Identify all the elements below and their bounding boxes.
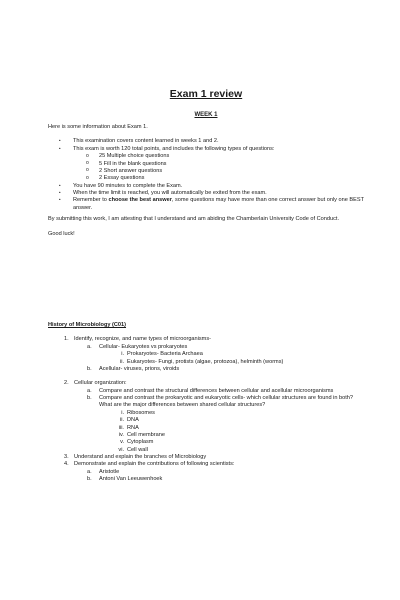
- item-number: 1.: [64, 336, 69, 343]
- sub-list: [74, 388, 364, 454]
- item-text: Ribosomes: [127, 409, 155, 416]
- item-roman: v.: [120, 439, 124, 446]
- item-text: RNA: [127, 424, 139, 431]
- list-item: [113, 439, 364, 446]
- item-letter: a.: [87, 343, 92, 350]
- item-text: Compare and contrast the prokaryotic and eukaryotic cells- which cellular structures are found in both? What are the major differences between shared cellular structures?: [99, 395, 354, 409]
- reminder-pre: Remember to: [73, 197, 109, 204]
- item-text: Identify, recognize, and name types of microorganisms-: [74, 336, 212, 343]
- item-number: 2.: [64, 380, 69, 387]
- item-letter: a.: [87, 468, 92, 475]
- sub-list: [74, 344, 364, 374]
- item-text: Eukaryotes- Fungi, protists (algae, protozoa), helminth (worms): [127, 358, 284, 365]
- reminder-bold: choose the best answer: [108, 197, 172, 204]
- item-letter: b.: [87, 365, 92, 372]
- item-text: Prokaryotes- Bacteria Archaea: [127, 351, 203, 358]
- item-text: Antoni Van Leeuwenhoek: [99, 476, 163, 483]
- list-item: o 5 Fill in the blank questions: [86, 161, 364, 168]
- list-item: [87, 395, 364, 454]
- sub-sub-list: [99, 351, 364, 366]
- list-item: [113, 359, 364, 366]
- item-text: Understand and explain the branches of Microbiology: [74, 454, 207, 460]
- list-item: [48, 146, 364, 183]
- intro-text: Here is some information about Exam 1.: [48, 124, 148, 130]
- item-text: Cellular- Eukaryotes vs prokaryotes: [99, 343, 188, 350]
- list-item: [113, 425, 364, 432]
- info-bullet-list: [48, 138, 364, 212]
- section-heading: History of Microbiology (C01): [48, 322, 127, 328]
- list-item: [113, 447, 364, 454]
- item-roman: iii.: [118, 424, 124, 431]
- sub-sub-list: [99, 410, 364, 454]
- item-text: Cell wall: [127, 446, 148, 453]
- item-text: Aristotle: [99, 468, 120, 475]
- item-roman: ii.: [119, 358, 124, 365]
- item-number: 3.: [64, 454, 69, 460]
- list-item: • When the time limit is reached, you will automatically be exited from the exam.: [48, 190, 364, 197]
- history-section: [48, 322, 364, 484]
- item-roman: iv.: [118, 431, 124, 438]
- item-text: Cytoplasm: [127, 439, 154, 446]
- list-item: [87, 469, 364, 476]
- list-item: [48, 336, 364, 380]
- item-text: Cell membrane: [127, 431, 165, 438]
- item-roman: ii.: [119, 417, 124, 424]
- list-item-text: This exam is worth 120 total points, and includes the following types of questions:: [73, 145, 275, 152]
- item-number: 4.: [64, 461, 69, 468]
- list-item: [48, 380, 364, 454]
- list-item: [87, 344, 364, 366]
- item-text: DNA: [127, 417, 139, 424]
- question-types-list: [73, 153, 364, 183]
- item-text: Demonstrate and explain the contributions of following scientists:: [74, 461, 235, 468]
- item-roman: i.: [121, 351, 124, 358]
- list-item: [113, 351, 364, 358]
- sub-list: [74, 469, 364, 484]
- item-text: Compare and contrast the structural differences between cellular and acellular microorganisms: [99, 387, 334, 394]
- list-item: o 25 Multiple choice questions: [86, 153, 364, 160]
- list-item: [113, 417, 364, 424]
- list-item: • This examination covers content learned in weeks 1 and 2.: [48, 138, 364, 145]
- list-item: [87, 388, 364, 395]
- list-item: [113, 410, 364, 417]
- list-item: [48, 197, 364, 212]
- list-item: [113, 432, 364, 439]
- item-text: Cellular organization:: [74, 380, 127, 387]
- item-roman: i.: [121, 409, 124, 416]
- item-letter: b.: [87, 395, 92, 401]
- item-letter: b.: [87, 476, 92, 483]
- list-item: [48, 461, 364, 483]
- list-item: o 2 Short answer questions: [86, 168, 364, 175]
- exam-info: [48, 124, 364, 238]
- good-luck-text: Good luck!: [48, 230, 75, 237]
- item-letter: a.: [87, 387, 92, 394]
- objective-list: [48, 336, 364, 483]
- list-item: o 2 Essay questions: [86, 175, 364, 182]
- item-text: Acellular- viruses, prions, viroids: [99, 365, 180, 372]
- list-item: [87, 366, 364, 373]
- page-title: Exam 1 review: [169, 88, 243, 100]
- list-item: [48, 454, 364, 461]
- attestation-text: By submitting this work, I am attesting that I understand and am abiding the Chamberlain University Code of Conduct.: [48, 216, 340, 223]
- item-roman: vi.: [118, 446, 124, 453]
- list-item: • You have 90 minutes to complete the Exam.: [48, 183, 364, 190]
- list-item: [87, 476, 364, 483]
- week-heading: WEEK 1: [194, 112, 218, 118]
- reminder-post: , some questions may have more than one correct answer but only one BEST answer.: [73, 197, 364, 211]
